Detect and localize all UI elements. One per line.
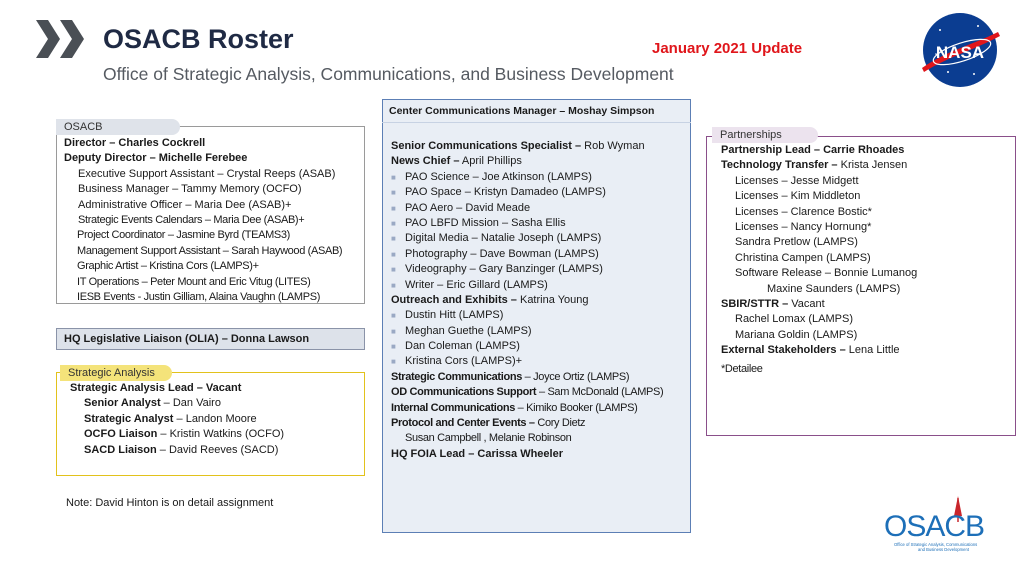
- nasa-logo-text: NASA: [935, 43, 985, 62]
- person-name: – Kimiko Booker (LAMPS): [514, 401, 638, 414]
- bullet-icon: ■: [391, 280, 396, 290]
- bullet-icon: ■: [391, 218, 396, 228]
- list-item: Sandra Pretlow (LAMPS): [735, 236, 858, 249]
- list-item: [391, 139, 663, 154]
- list-item-text: Dustin Hitt (LAMPS): [405, 309, 504, 322]
- list-item: [721, 158, 917, 173]
- person-name: – David Reeves (SACD): [156, 443, 279, 456]
- olia-liaison: HQ Legislative Liaison (OLIA) – Donna Lawson: [64, 333, 310, 345]
- list-item-text: Digital Media – Natalie Joseph (LAMPS): [405, 232, 602, 245]
- sa-lead: Strategic Analysis Lead – Vacant: [70, 382, 242, 394]
- bullet-icon: ■: [391, 249, 396, 259]
- role-label: OD Communications Support: [391, 386, 537, 399]
- list-item: [391, 401, 663, 416]
- strategic-analysis-tab: Strategic Analysis: [60, 365, 172, 381]
- person-name: – Kristin Watkins (OCFO): [157, 428, 285, 441]
- page-title: OSACB Roster: [103, 24, 294, 54]
- list-item: Licenses – Kim Middleton: [735, 190, 861, 203]
- partnership-lead: Partnership Lead – Carrie Rhoades: [721, 144, 905, 156]
- list-item: IT Operations – Peter Mount and Eric Vitug (LITES): [77, 275, 311, 288]
- detailee-note: *Detailee: [721, 363, 763, 376]
- person-name: Vacant: [788, 297, 825, 310]
- partnerships-tab: Partnerships: [712, 127, 818, 143]
- bullet-icon: ■: [391, 203, 396, 213]
- role-label: Senior Communications Specialist –: [391, 140, 582, 152]
- person-name: Katrina Young: [516, 293, 589, 306]
- list-item: [721, 297, 917, 312]
- role-label: SBIR/STTR –: [721, 297, 789, 310]
- role-label: Internal Communications: [391, 401, 515, 414]
- osacb-tab: OSACB: [56, 119, 180, 135]
- list-item: [391, 262, 663, 277]
- osacb-panel: [56, 126, 365, 304]
- page-subtitle: Office of Strategic Analysis, Communications, and Business Development: [103, 64, 674, 84]
- osacb-logo-icon: [880, 492, 992, 556]
- list-item: Business Manager – Tammy Memory (OCFO): [78, 183, 302, 196]
- osacb-logo-tagline: and Business Development: [918, 547, 969, 552]
- role-label: Outreach and Exhibits –: [391, 293, 517, 306]
- list-item: [70, 396, 284, 411]
- osacb-logo-text: OSACB: [884, 510, 985, 543]
- list-item: Susan Campbell , Melanie Robinson: [405, 432, 572, 445]
- list-item: Licenses – Clarence Bostic*: [735, 205, 872, 218]
- person-name: – Sam McDonald (LAMPS): [536, 386, 664, 399]
- list-item: [70, 427, 284, 442]
- list-item: [391, 354, 663, 369]
- bullet-icon: ■: [391, 357, 396, 367]
- list-item: [391, 216, 663, 231]
- list-item: Maxine Saunders (LAMPS): [767, 282, 901, 295]
- strategic-analysis-panel: [56, 372, 365, 476]
- bullet-icon: ■: [391, 326, 396, 336]
- role-label: Senior Analyst: [84, 397, 161, 410]
- list-item: Graphic Artist – Kristina Cors (LAMPS)+: [77, 260, 259, 273]
- list-item: [70, 443, 284, 458]
- partnerships-panel: [706, 136, 1016, 436]
- list-item: Strategic Events Calendars – Maria Dee (ASAB)+: [78, 213, 305, 226]
- role-label: External Stakeholders –: [721, 344, 846, 357]
- role-label: Technology Transfer –: [721, 159, 838, 172]
- bullet-icon: ■: [391, 265, 396, 275]
- bullet-icon: ■: [391, 342, 396, 352]
- person-name: – Landon Moore: [173, 412, 257, 425]
- deputy-director: Deputy Director – Michelle Ferebee: [64, 152, 248, 165]
- role-label: Protocol and Center Events –: [391, 417, 535, 430]
- center-communications-header: [382, 99, 691, 123]
- role-label: Strategic Communications: [391, 370, 522, 383]
- list-item: Christina Campen (LAMPS): [735, 251, 871, 264]
- list-item-text: PAO Aero – David Meade: [405, 201, 531, 214]
- list-item-text: PAO LBFD Mission – Sasha Ellis: [405, 216, 566, 229]
- list-item: Rachel Lomax (LAMPS): [735, 313, 853, 326]
- list-item: IESB Events - Justin Gilliam, Alaina Vaughn (LAMPS): [77, 290, 321, 303]
- list-item: [391, 339, 663, 354]
- list-item: [391, 293, 663, 308]
- chevron-right-icon: [36, 20, 88, 58]
- detail-note: Note: David Hinton is on detail assignment: [66, 497, 274, 509]
- list-item-text: PAO Space – Kristyn Damadeo (LAMPS): [405, 186, 606, 199]
- list-item: [721, 343, 917, 358]
- person-name: Lena Little: [845, 344, 900, 357]
- list-item-text: Kristina Cors (LAMPS)+: [405, 355, 523, 368]
- bullet-icon: ■: [391, 188, 396, 198]
- person-name: Rob Wyman: [581, 140, 645, 152]
- person-name: Krista Jensen: [837, 159, 908, 172]
- update-date: January 2021 Update: [652, 40, 803, 57]
- list-item-text: Dan Coleman (LAMPS): [405, 340, 520, 353]
- list-item-text: Photography – Dave Bowman (LAMPS): [405, 247, 599, 260]
- bullet-icon: ■: [391, 311, 396, 321]
- list-item: [391, 170, 663, 185]
- director: Director – Charles Cockrell: [64, 137, 206, 149]
- list-item: [70, 412, 284, 427]
- role-label: Strategic Analyst: [84, 412, 174, 425]
- list-item: [391, 201, 663, 216]
- list-item: [391, 416, 663, 431]
- list-item: [391, 154, 663, 169]
- olia-panel: [56, 328, 365, 350]
- role-label: News Chief –: [391, 155, 460, 168]
- list-item: [391, 308, 663, 323]
- list-item: [391, 185, 663, 200]
- nasa-logo-icon: [918, 10, 1002, 90]
- list-item: [391, 247, 663, 262]
- bullet-icon: ■: [391, 234, 396, 244]
- list-item-text: Writer – Eric Gillard (LAMPS): [405, 278, 548, 291]
- osacb-logo-tagline: Office of Strategic Analysis, Communications: [894, 542, 978, 547]
- person-name: Cory Dietz: [534, 417, 586, 430]
- list-item: Management Support Assistant – Sarah Haywood (ASAB): [77, 244, 343, 257]
- list-item: Mariana Goldin (LAMPS): [735, 328, 858, 341]
- list-item: Executive Support Assistant – Crystal Reeps (ASAB): [78, 167, 336, 180]
- list-item: Licenses – Jesse Midgett: [735, 174, 859, 187]
- bullet-icon: ■: [391, 172, 396, 182]
- list-item: [391, 370, 663, 385]
- list-item: [391, 231, 663, 246]
- list-item: Software Release – Bonnie Lumanog: [735, 267, 918, 280]
- list-item: Licenses – Nancy Hornung*: [735, 220, 872, 233]
- list-item-text: Videography – Gary Banzinger (LAMPS): [405, 263, 603, 276]
- list-item: Administrative Officer – Maria Dee (ASAB)+: [78, 198, 292, 211]
- list-item: [391, 324, 663, 339]
- person-name: – Joyce Ortiz (LAMPS): [521, 370, 630, 383]
- person-name: April Phillips: [459, 155, 522, 168]
- role-label: SACD Liaison: [84, 443, 157, 456]
- list-item-text: PAO Science – Joe Atkinson (LAMPS): [405, 170, 592, 183]
- list-item: [391, 385, 663, 400]
- list-item-text: Meghan Guethe (LAMPS): [405, 324, 532, 337]
- foia-lead: HQ FOIA Lead – Carissa Wheeler: [391, 447, 563, 460]
- person-name: – Dan Vairo: [160, 397, 221, 410]
- center-comms-manager: Center Communications Manager – Moshay Simpson: [389, 105, 655, 117]
- role-label: OCFO Liaison: [84, 428, 158, 441]
- list-item: Project Coordinator – Jasmine Byrd (TEAMS3): [77, 229, 290, 242]
- list-item: [391, 278, 663, 293]
